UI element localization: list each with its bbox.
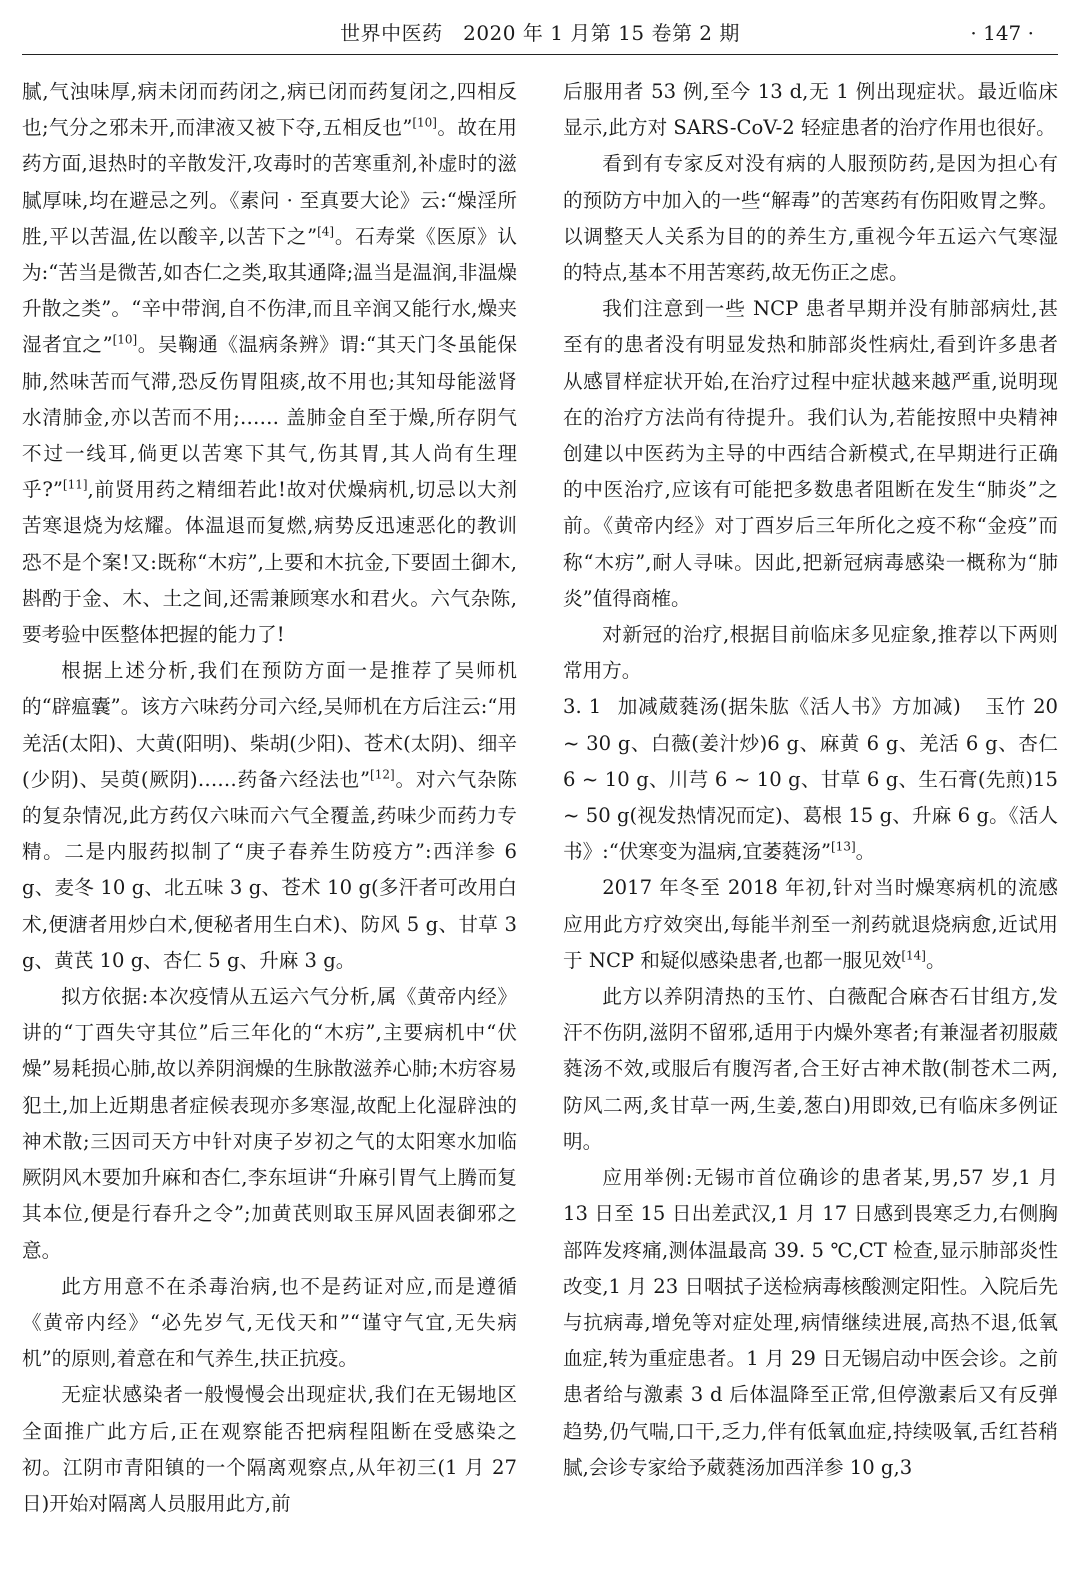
paragraph-text: ,前贤用药之精细若此!故对伏燥病机,切忌以大剂苦寒退烧为炫耀。体温退而复燃,病势反迅速恶化的教训恐不是个案!又:既称“木疠”,上要和木抗金,下要固土御木,斟酌于金、木、土之间,还需兼顾寒水和君火。六气杂陈,要考验中医整体把握的能力了!	[22, 478, 517, 647]
left-column	[22, 74, 517, 1522]
paragraph-text: 我们注意到一些 NCP 患者早期并没有肺部病灶,甚至有的患者没有明显发热和肺部炎性病灶,看到许多患者从感冒样症状开始,在治疗过程中症状越来越严重,说明现在的治疗方法尚有待提升。我们认为,若能按照中央精神创建以中医药为主导的中西结合新模式,在早期进行正确的中医治疗,应该有可能把多数患者阻断在发生“肺炎”之前。《黄帝内经》对丁酉岁后三年所化之疫不称“金疫”而称“木疠”,耐人寻味。因此,把新冠病毒感染一概称为“肺炎”值得商榷。	[563, 297, 1058, 610]
paragraph-text: 看到有专家反对没有病的人服预防药,是因为担心有的预防方中加入的一些“解毒”的苦寒药有伤阳败胃之弊。以调整天人关系为目的的养生方,重视今年五运六气寒湿的特点,基本不用苦寒药,故无伤正之虑。	[563, 152, 1058, 285]
citation-ref: [10]	[412, 115, 437, 130]
citation-ref: [13]	[831, 839, 856, 854]
paragraph	[22, 1377, 517, 1522]
paragraph-text: 。石寿棠《医原》认为:“苦当是微苦,如杏仁之类,取其通降;温当是温润,非温燥升散之类”。“辛中带润,自不伤津,而且辛润又能行水,燥夹湿者宜之”	[22, 224, 518, 357]
paragraph-text: 。对六气杂陈的复杂情况,此方药仅六味而六气全覆盖,药味少而药力专精。二是内服药拟制了“庚子春养生防疫方”:西洋参 6 g、麦冬 10 g、北五味 3 g、苍术 10 g(多汗者可改用白术,便溏者用炒白术,便秘者用生白术)、防风 5 g、甘草 3 g、黄芪 10 g、杏仁 5 g、升麻 3 g。	[22, 767, 518, 972]
paragraph-text: 此方用意不在杀毒治病,也不是药证对应,而是遵循《黄帝内经》“必先岁气,无伐天和”“谨守气宜,无失病机”的原则,着意在和气养生,扶正抗疫。	[22, 1274, 517, 1371]
paragraph-text: 。	[855, 840, 876, 864]
paragraph-text: 。故在用药方面,退热时的辛散发汗,攻毒时的苦寒重剂,补虚时的滋腻厚味,均在避忌之列。《素问 · 至真要大论》云:“燥淫所胜,平以苦温,佐以酸辛,以苦下之”	[22, 116, 518, 248]
paragraph-text: 无症状感染者一般慢慢会出现症状,我们在无锡地区全面推广此方后,正在观察能否把病程阻断在受感染之初。江阴市青阳镇的一个隔离观察点,从年初三(1 月 27 日)开始对隔离人员服用此方,前	[22, 1383, 517, 1515]
paragraph-text: 。	[925, 948, 946, 972]
paragraph-text: 应用举例:无锡市首位确诊的患者某,男,57 岁,1 月 13 日至 15 日出差武汉,1 月 17 日感到畏寒乏力,右侧胸部阵发疼痛,测体温最高 39. 5 ℃,CT 检查,显示肺部炎性改变,1 月 23 日咽拭子送检病毒核酸测定阳性。入院后先与抗病毒,增免等对症处理,病情继续进展,高热不退,低氧血症,转为重症患者。1 月 29 日无锡启动中医会诊。之前患者给与激素 3 d 后体温降至正常,但停激素后又有反弹趋势,仍气喘,口干,乏力,伴有低氧血症,持续吸氧,舌红苔稍腻,会诊专家给予葳蕤汤加西洋参 10 g,3	[563, 1166, 1058, 1479]
paragraph	[563, 979, 1058, 1160]
paragraph	[563, 617, 1058, 689]
section-body-text: 玉竹 20 ~ 30 g、白薇(姜汁炒)6 g、麻黄 6 g、羌活 6 g、杏仁 6 ~ 10 g、川芎 6 ~ 10 g、甘草 6 g、生石膏(先煎)15 ~ 50 g(视发热情况而定)、葛根 15 g、升麻 6 g。《活人书》:“伏寒变为温病,宜萎蕤汤”	[563, 695, 1058, 864]
paragraph-text: 后服用者 53 例,至今 13 d,无 1 例出现症状。最近临床显示,此方对 SARS-CoV-2 轻症患者的治疗作用也很好。	[563, 80, 1058, 140]
section-heading-paragraph	[563, 689, 1058, 870]
paragraph-text: 对新冠的治疗,根据目前临床多见症象,推荐以下两则常用方。	[563, 623, 1058, 683]
paragraph-text: 。吴鞠通《温病条辨》谓:“其天门冬虽能保肺,然味苦而气滞,恐反伤胃阻痰,故不用也;其知母能滋肾水清肺金,亦以苦而不用;…… 盖肺金自至于燥,所存阴气不过一线耳,倘更以苦寒下其气,伤其胃,其人尚有生理乎?”	[22, 333, 517, 502]
paragraph-text: 2017 年冬至 2018 年初,针对当时燥寒病机的流感应用此方疗效突出,每能半剂至一剂药就退烧病愈,近试用于 NCP 和疑似感染患者,也都一服见效	[563, 876, 1058, 972]
paragraph-text: 腻,气浊味厚,病未闭而药闭之,病已闭而药复闭之,四相反也;气分之邪未开,而津液又被下夺,五相反也”	[22, 80, 517, 140]
paragraph	[563, 291, 1058, 617]
paragraph	[22, 979, 517, 1269]
section-title: 加减葳蕤汤(据朱肱《活人书》方加减)	[616, 695, 961, 719]
paragraph	[563, 1160, 1058, 1486]
citation-ref: [12]	[370, 767, 395, 782]
running-header	[22, 18, 1058, 48]
journal-info: 世界中医药 2020 年 1 月第 15 卷第 2 期	[340, 21, 740, 45]
paragraph-text: 根据上述分析,我们在预防方面一是推荐了吴师机的“辟瘟囊”。该方六味药分司六经,吴师机在方后注云:“用羌活(太阳)、大黄(阳明)、柴胡(少阳)、苍术(太阴)、细辛(少阴)、吴萸(厥阴)……药备六经法也”	[22, 659, 517, 791]
citation-ref: [10]	[112, 332, 138, 347]
section-number: 3. 1	[563, 695, 602, 719]
paragraph	[563, 870, 1058, 979]
paragraph-text: 拟方依据:本次疫情从五运六气分析,属《黄帝内经》讲的“丁酉失守其位”后三年化的“木疠”,主要病机中“伏燥”易耗损心肺,故以养阴润燥的生脉散滋养心肺;木疠容易犯土,加上近期患者症候表现亦多寒湿,故配上化湿辟浊的神术散;三因司天方中针对庚子岁初之气的太阳寒水加临厥阴风木要加升麻和杏仁,李东垣讲“升麻引胃气上腾而复其本位,便是行春升之令”;加黄芪则取玉屏风固表御邪之意。	[22, 985, 517, 1262]
paragraph	[563, 146, 1058, 291]
paragraph	[22, 74, 517, 653]
right-column	[563, 74, 1058, 1486]
citation-ref: [11]	[62, 477, 88, 492]
citation-ref: [4]	[317, 224, 335, 239]
paragraph-text: 此方以养阴清热的玉竹、白薇配合麻杏石甘组方,发汗不伤阴,滋阴不留邪,适用于内燥外寒者;有兼湿者初服葳蕤汤不效,或服后有腹泻者,合王好古神术散(制苍术二两,防风二两,炙甘草一两,生姜,葱白)用即效,已有临床多例证明。	[563, 985, 1058, 1153]
page-number: · 147 ·	[970, 21, 1034, 45]
paragraph	[563, 74, 1058, 146]
paragraph	[22, 1269, 517, 1378]
header-rule	[22, 54, 1058, 55]
citation-ref: [14]	[901, 948, 926, 963]
paragraph	[22, 653, 517, 979]
